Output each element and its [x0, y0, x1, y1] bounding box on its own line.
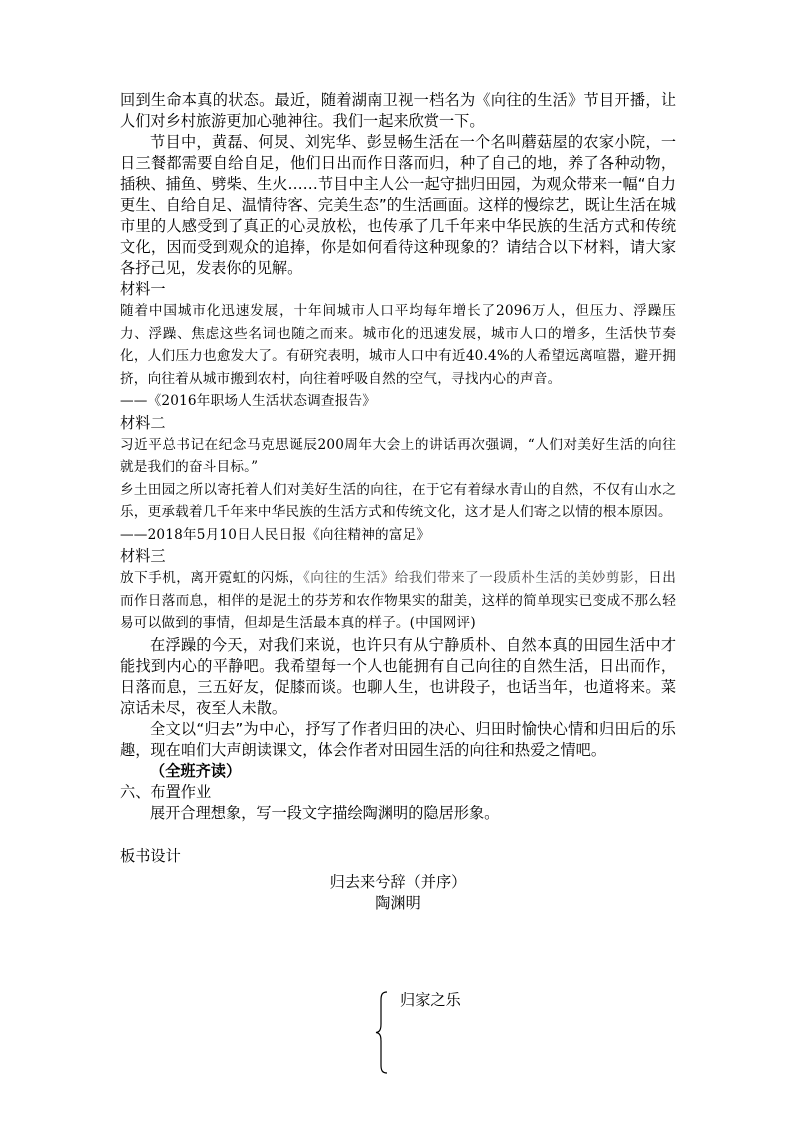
material-3-body-part-b: 《向往的生活》给我们带来了一段质朴生活的美妙剪影， — [303, 570, 649, 586]
board-item-home-joy: 归家之乐 — [400, 991, 461, 1009]
board-design-heading: 板书设计 — [120, 846, 181, 865]
spacer — [120, 824, 676, 846]
material-1-body: 随着中国城市化迅速发展，十年间城市人口平均每年增长了2096万人，但压力、浮躁压力、浮躁、焦虑这些名词也随之而来。城市化的迅速发展，城市人口的增多，生活快节奏化，人们压力也愈发大了。有研究表明，城市人口中有近40.4%的人希望远离喧嚣，避开拥挤，向往着从城市搬到农村，向往着呼吸自然的空气，寻找内心的声音。 — [120, 303, 676, 387]
left-brace-icon — [375, 990, 399, 1075]
homework-heading: 六、布置作业 — [120, 782, 212, 801]
paragraph-show-description: 节目中，黄磊、何炅、刘宪华、彭昱畅生活在一个名叫蘑菇屋的农家小院，一日三餐都需要自给自足，他们日出而作日落而归，种了自己的地，养了各种动物，插秧、捕鱼、劈柴、生火……节目中主人公一起守拙归田园，为观众带来一幅“自力更生、自给自足、温情待客、完美生态”的生活画面。这样的慢综艺，既让生活在城市里的人感受到了真正的心灵放松，也传承了几千年来中华民族的生活方式和传统文化，因而受到观众的追捧，你是如何看待这种现象的？请结合以下材料，请大家各抒己见，发表你的见解。 — [120, 133, 676, 277]
board-author: 陶渊明 — [375, 893, 421, 912]
material-2-body-1: 习近平总书记在纪念马克思诞辰200周年大会上的讲话再次强调，“人们对美好生活的向往就是我们的奋斗目标。” — [120, 436, 676, 475]
material-3-title: 材料三 — [120, 547, 166, 565]
paragraph-intro-end: 回到生命本真的状态。最近，随着湖南卫视一档名为《向往的生活》节目开播，让人们对乡村旅游更加心驰神往。我们一起来欣赏一下。 — [120, 91, 676, 130]
material-1-source: ——《2016年职场人生活状态调查报告》 — [120, 393, 377, 409]
material-2-body-2: 乡土田园之所以寄托着人们对美好生活的向往，在于它有着绿水青山的自然，不仅有山水之乐，更承载着几千年来中华民族的生活方式和传统文化，这才是人们寄之以情的根本原因。 — [120, 481, 676, 520]
homework-body: 展开合理想象，写一段文字描绘陶渊明的隐居形象。 — [150, 803, 500, 822]
material-1-title: 材料一 — [120, 280, 166, 298]
document-body — [120, 90, 676, 914]
material-2-source: ——2018年5月10日人民日报《向往精神的富足》 — [120, 526, 431, 543]
board-outline — [375, 990, 575, 1075]
material-3-body — [120, 567, 676, 635]
board-title: 归去来兮辞（并序） — [329, 872, 467, 891]
read-aloud-instruction: （全班齐读） — [150, 761, 242, 780]
material-2-title: 材料二 — [120, 413, 166, 432]
material-3-body-part-c: 日出而作日落而息，相伴的是泥土的芬芳和农作物果实的甜美，这样的简单现实已变成不那么轻易可以做到的事情，但却是生活最本真的样子。(中国网评) — [120, 570, 676, 631]
paragraph-reflection: 在浮躁的今天，对我们来说，也许只有从宁静质朴、自然本真的田园生活中才能找到内心的平静吧。我希望每一个人也能拥有自己向往的自然生活，日出而作，日落而息，三五好友，促膝而谈。也聊人生，也讲段子，也话当年，也道将来。菜凉话未尽，夜至人未散。 — [120, 635, 676, 717]
paragraph-summary: 全文以“归去”为中心，抒写了作者归田的决心、归田时愉快心情和归田后的乐趣，现在咱们大声朗读课文，体会作者对田园生活的向往和热爱之情吧。 — [120, 719, 676, 759]
material-3-body-part-a: 放下手机，离开霓虹的闪烁， — [120, 570, 303, 586]
